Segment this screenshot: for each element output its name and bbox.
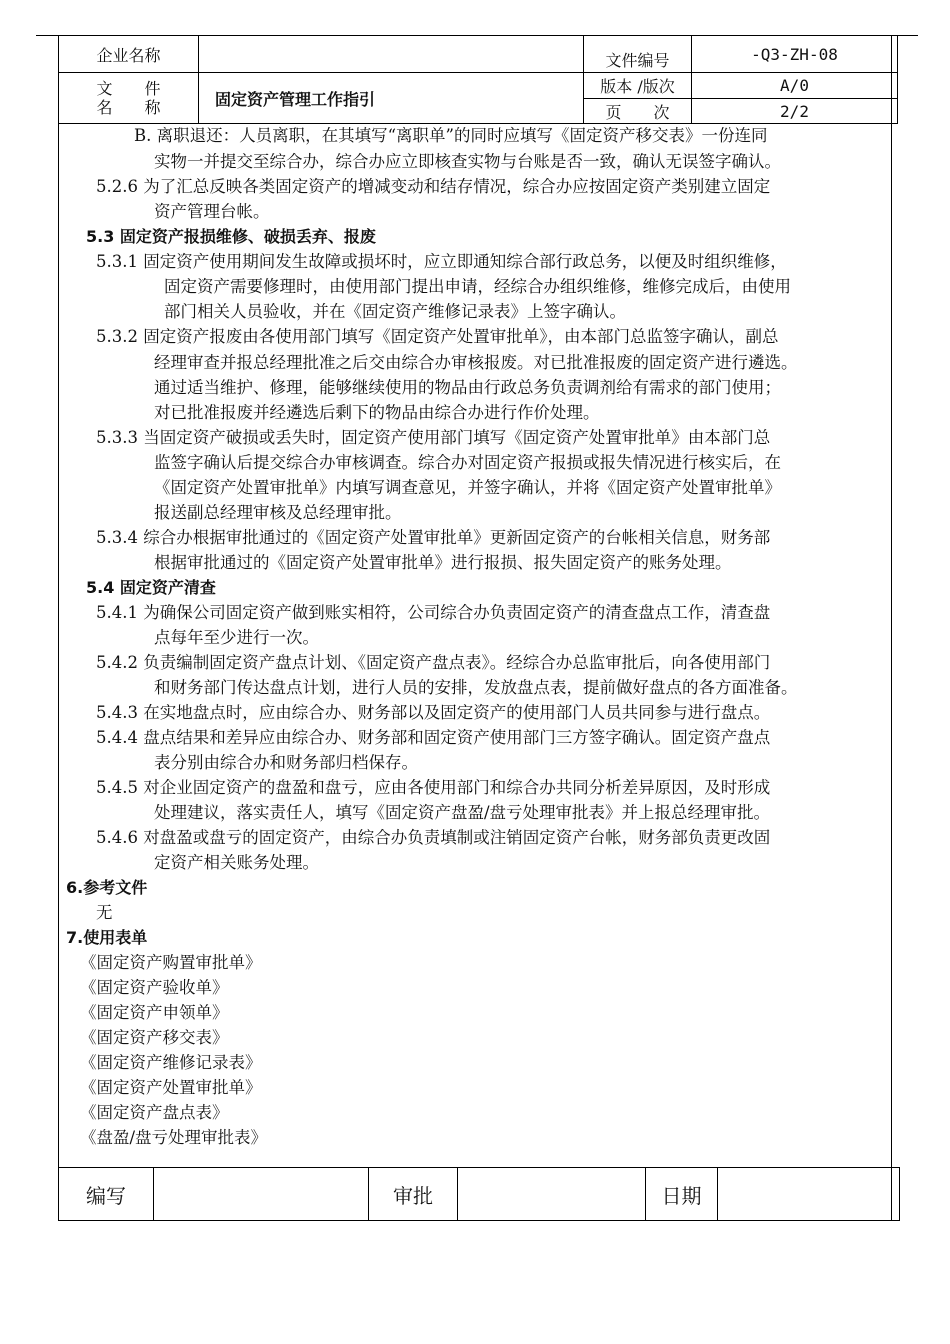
signature-footer-table [58,1167,900,1221]
body-line: 5.4.3 在实地盘点时，应由综合办、财务部以及固定资产的使用部门人员共同参与进行盘点。 [96,703,771,722]
doc-name-label [59,73,199,124]
page-value: 2/2 [692,99,898,124]
date-field [718,1168,900,1221]
body-line: 《固定资产处置审批单》内填写调查意见，并签字确认，并将《固定资产处置审批单》 [154,478,781,497]
body-line: 5.4.4 盘点结果和差异应由综合办、财务部和固定资产使用部门三方签字确认。固定资产盘点 [96,728,771,747]
form-list-item: 《固定资产移交表》 [80,1028,229,1047]
document-header-table [58,35,898,124]
body-line: 点每年至少进行一次。 [154,628,319,647]
body-line: 5.4.1 为确保公司固定资产做到账实相符，公司综合办负责固定资产的清查盘点工作，清查盘 [96,603,771,622]
version-value: A/0 [692,73,898,99]
section-heading-6: 6.参考文件 [66,878,148,897]
body-line: 部门相关人员验收，并在《固定资产维修记录表》上签字确认。 [164,302,626,321]
body-line: 经理审查并报总经理批准之后交由综合办审核报废。对已批准报废的固定资产进行遴选。 [154,353,798,372]
author-field [154,1168,369,1221]
company-name-value [199,36,584,73]
body-line: 定资产相关账务处理。 [154,853,319,872]
form-list-item: 《盘盈/盘亏处理审批表》 [80,1128,268,1147]
date-label: 日期 [646,1168,718,1221]
body-line: 5.4.5 对企业固定资产的盘盈和盘亏，应由各使用部门和综合办共同分析差异原因，及时形成 [96,778,771,797]
body-line: 5.3.2 固定资产报废由各使用部门填写《固定资产处置审批单》，由本部门总监签字确认，副总 [96,327,779,346]
approver-field [458,1168,646,1221]
page-label: 页 次 [584,99,692,124]
body-line: 固定资产需要修理时，由使用部门提出申请，经综合办组织维修，维修完成后，由使用 [164,277,791,296]
body-line: 通过适当维护、修理，能够继续使用的物品由行政总务负责调剂给有需求的部门使用； [154,378,781,397]
doc-name-label-line2: 名 称 [96,98,161,117]
doc-name-label-line1: 文 件 [96,79,161,98]
author-label: 编写 [59,1168,154,1221]
body-line: 报送副总经理审核及总经理审批。 [154,503,402,522]
body-line: 对已批准报废并经遴选后剩下的物品由综合办进行作价处理。 [154,403,600,422]
body-line: 5.4.2 负责编制固定资产盘点计划、《固定资产盘点表》。经综合办总监审批后，向各使用部门 [96,653,771,672]
form-list-item: 《固定资产验收单》 [80,978,229,997]
version-label: 版本 /版次 [584,73,692,99]
body-line: 实物一并提交至综合办，综合办应立即核查实物与台账是否一致，确认无误签字确认。 [154,152,781,171]
approver-label: 审批 [369,1168,458,1221]
form-list-item: 《固定资产处置审批单》 [80,1078,262,1097]
form-list-item: 《固定资产申领单》 [80,1003,229,1022]
section-heading-5-4: 5.4 固定资产清查 [86,578,216,597]
body-line: 处理建议，落实责任人，填写《固定资产盘盈/盘亏处理审批表》并上报总经理审批。 [154,803,771,822]
body-line: 无 [96,903,113,922]
section-heading-5-3: 5.3 固定资产报损维修、破损丢弃、报废 [86,227,376,246]
form-list-item: 《固定资产购置审批单》 [80,953,262,972]
body-line: 5.3.4 综合办根据审批通过的《固定资产处置审批单》更新固定资产的台帐相关信息，财务部 [96,528,771,547]
body-line: 表分别由综合办和财务部归档保存。 [154,753,418,772]
body-line: 5.3.1 固定资产使用期间发生故障或损坏时，应立即通知综合部行政总务，以便及时组织维修， [96,252,787,271]
form-list-item: 《固定资产盘点表》 [80,1103,229,1122]
body-line: 监签字确认后提交综合办审核调查。综合办对固定资产报损或报失情况进行核实后，在 [154,453,781,472]
company-name-label: 企业名称 [59,36,199,73]
body-line: 5.2.6 为了汇总反映各类固定资产的增减变动和结存情况，综合办应按固定资产类别建立固定 [96,177,771,196]
doc-number-value: -Q3-ZH-08 [692,36,898,73]
body-line: 和财务部门传达盘点计划，进行人员的安排，发放盘点表，提前做好盘点的各方面准备。 [154,678,798,697]
body-line: B. 离职退还：人员离职，在其填写“离职单”的同时应填写《固定资产移交表》一份连同 [134,126,768,145]
section-heading-7: 7.使用表单 [66,928,148,947]
body-line: 5.4.6 对盘盈或盘亏的固定资产，由综合办负责填制或注销固定资产台帐，财务部负责更改固 [96,828,771,847]
doc-name-value: 固定资产管理工作指引 [199,73,584,124]
body-line: 5.3.3 当固定资产破损或丢失时，固定资产使用部门填写《固定资产处置审批单》由本部门总 [96,428,771,447]
body-line: 资产管理台帐。 [154,202,270,221]
form-list-item: 《固定资产维修记录表》 [80,1053,262,1072]
body-line: 根据审批通过的《固定资产处置审批单》进行报损、报失固定资产的账务处理。 [154,553,732,572]
doc-number-label: 文件编号 [584,36,692,73]
